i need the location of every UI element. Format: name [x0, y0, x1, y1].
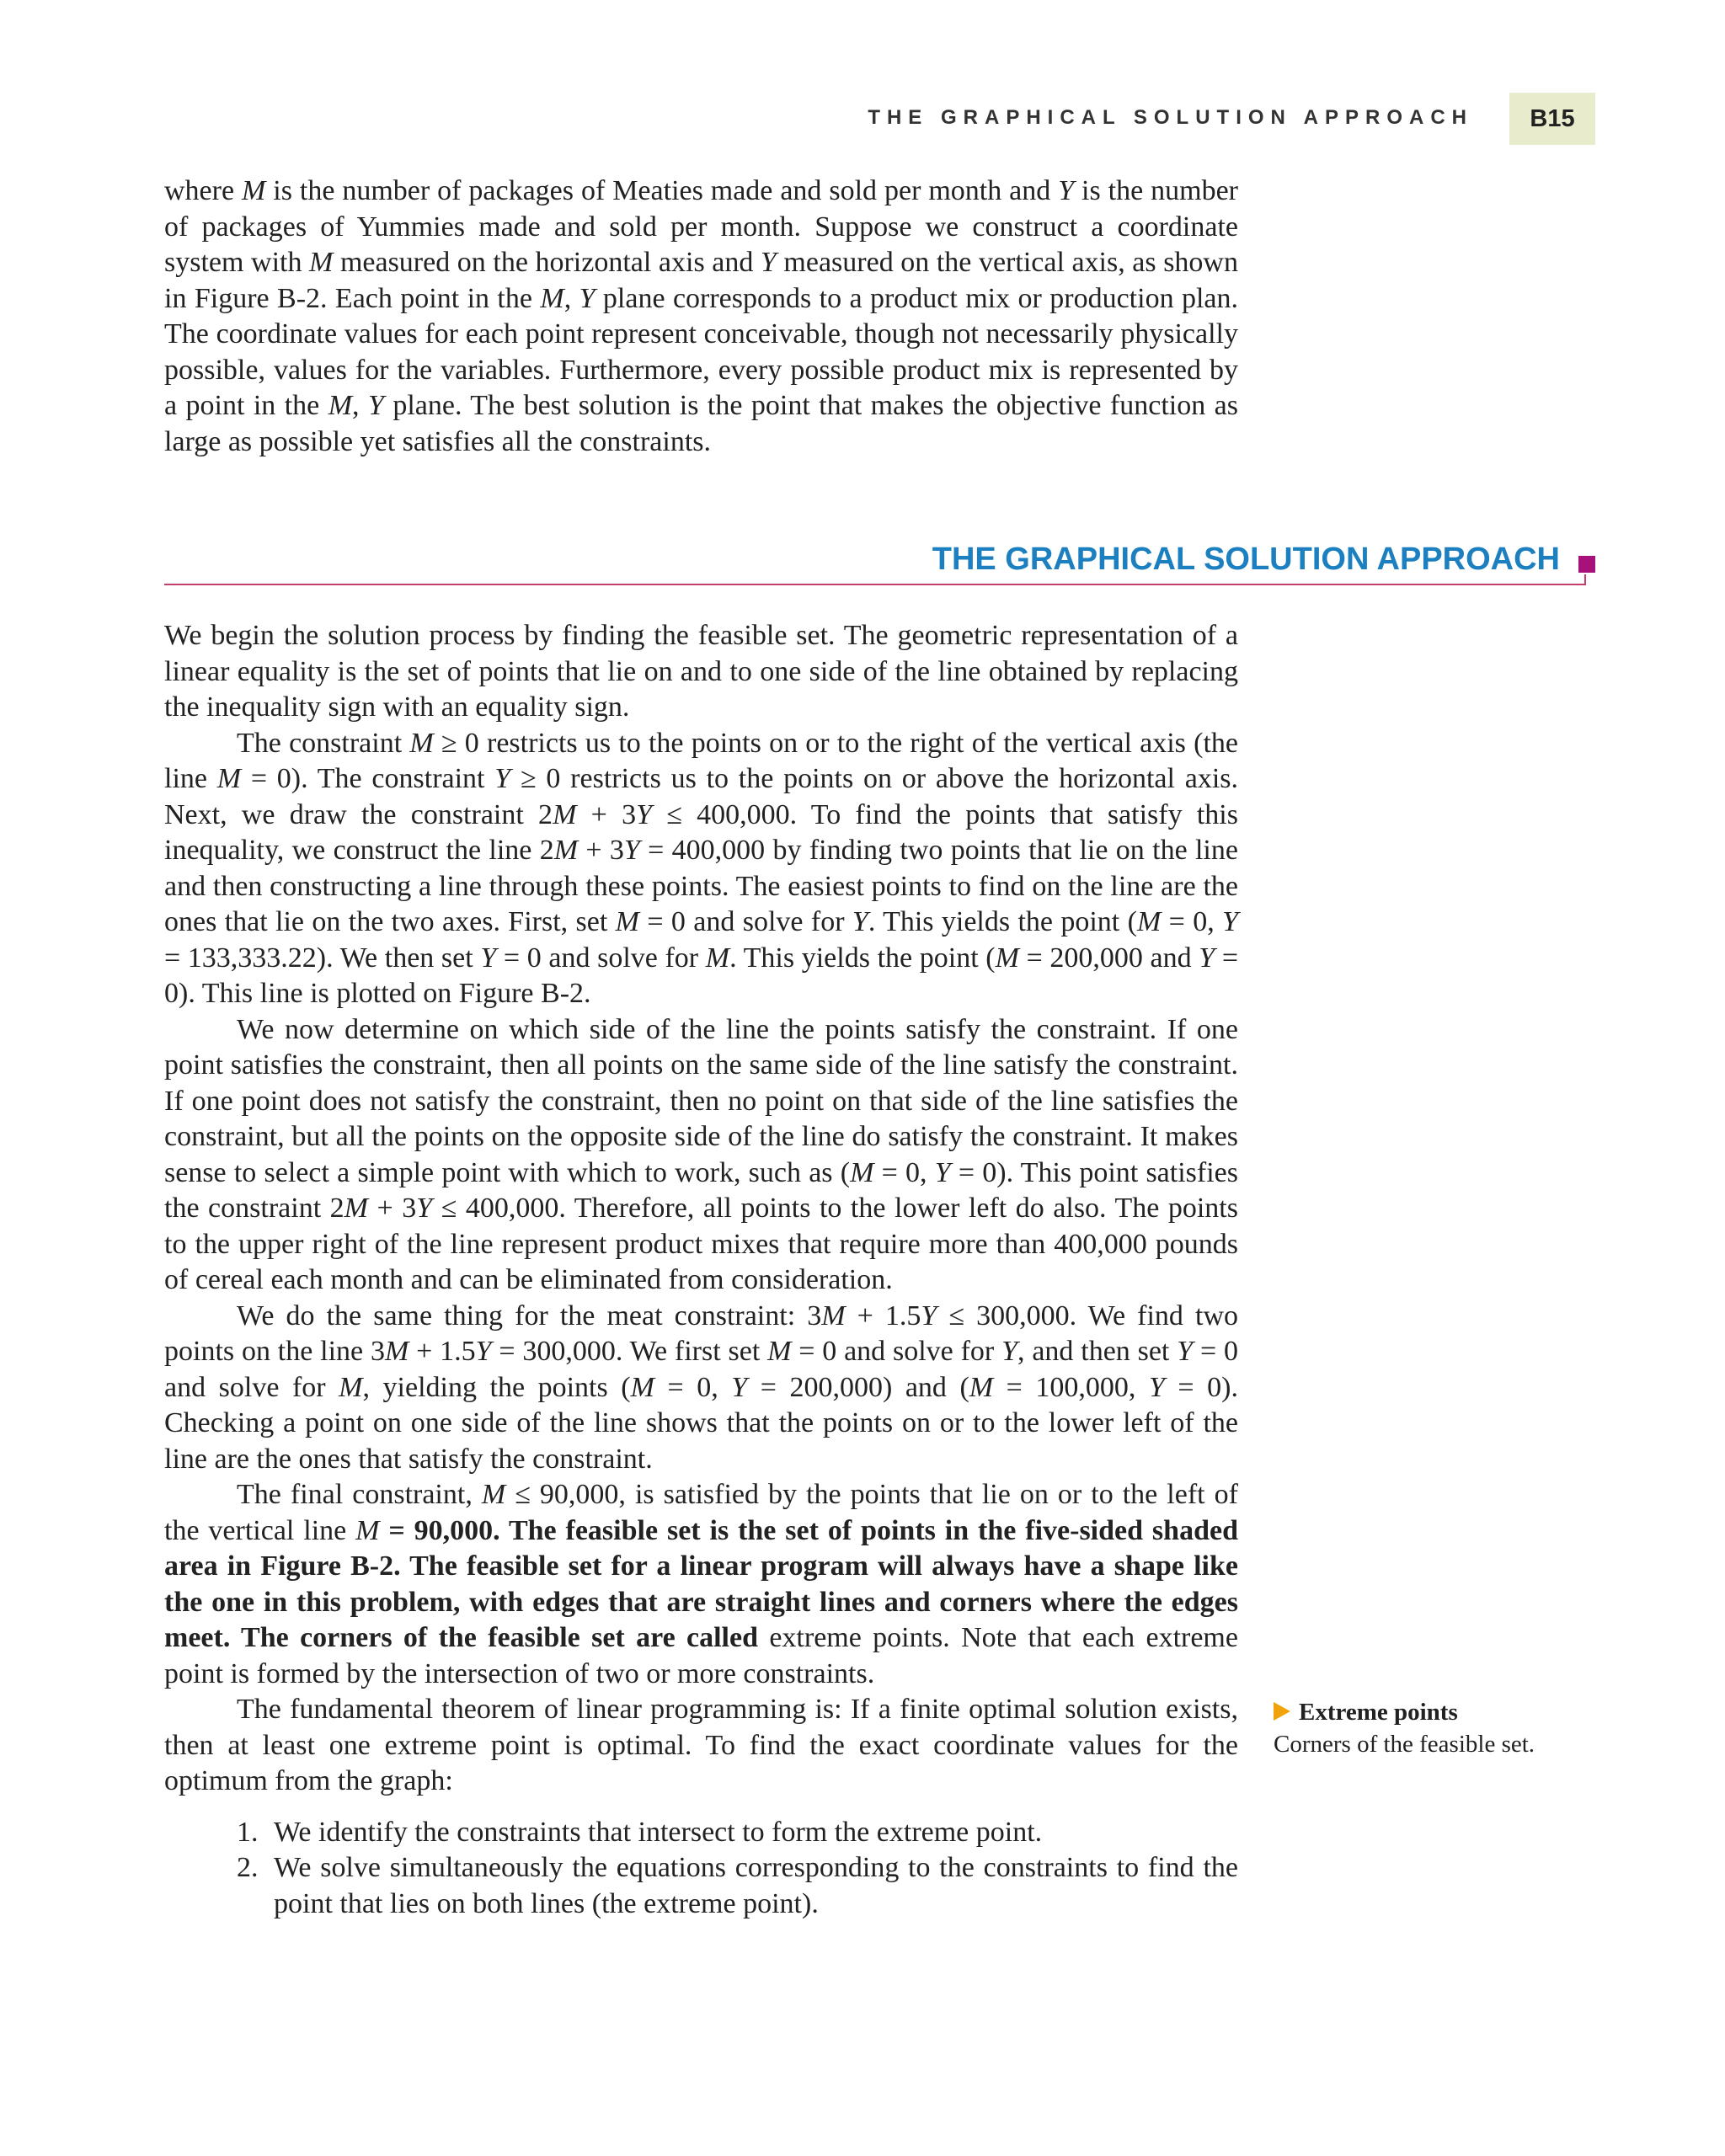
text-run: = 133,333.22). We then set [164, 942, 481, 974]
math-variable: Y [579, 282, 595, 314]
text-run: is the number of packages of Meaties made and sold per month and [265, 175, 1059, 206]
text-run: is the number of packages of Yummies made and sold per month. Suppose we construct a coordinate system with [164, 175, 1238, 278]
heading-square-icon [1578, 556, 1595, 573]
text-run: ≥ 0 restricts us to the points on or to the right of the vertical axis (the line [164, 727, 1238, 794]
math-variable: M [767, 1336, 792, 1367]
math-variable: M [553, 835, 579, 866]
math-variable: M [705, 942, 730, 974]
heading-rule [164, 584, 1586, 585]
text-run: The constraint [237, 727, 410, 759]
list-item [237, 1815, 1238, 1851]
intro-paragraph-block [164, 173, 1238, 460]
text-run: = 200,000) and ( [747, 1371, 969, 1403]
math-variable: M [969, 1371, 994, 1403]
text-run: + 3 [576, 798, 637, 830]
list-item-text: We identify the constraints that intersect to form the extreme point. [274, 1816, 1043, 1848]
text-run: plane. The best solution is the point that makes the objective function as large as possible yet satisfies all the constraints. [164, 390, 1238, 457]
list-item [237, 1850, 1238, 1922]
paragraph-5 [164, 1477, 1238, 1692]
text-run: = 0). The constraint [241, 763, 495, 794]
text-run: = 0, [1161, 906, 1223, 937]
text-run: measured on the horizontal axis and [333, 247, 761, 278]
text-run: ≤ 400,000. To find the points that satisfy this inequality, we construct the line 2 [164, 798, 1238, 866]
math-variable: Y [760, 247, 777, 278]
math-variable: Y [1148, 1371, 1165, 1403]
text-run: = 0 and solve for [639, 906, 852, 937]
math-variable: Y [934, 1156, 951, 1188]
paragraph-3 [164, 1012, 1238, 1299]
text-run: + 1.5 [409, 1336, 476, 1367]
text-run: + 1.5 [845, 1299, 921, 1331]
margin-definition: Corners of the feasible set. [1274, 1731, 1535, 1758]
math-variable: M [630, 1371, 654, 1403]
text-run: plane corresponds to a product mix or production plan. The coordinate values for each point represent conceivable, though not necessarily physically possible, values for the variables. Furthermore, every possible product mix is represented by a point in the [164, 282, 1239, 421]
math-variable: Y [367, 390, 384, 421]
text-run: + 3 [578, 835, 624, 866]
math-variable: Y [480, 942, 497, 974]
math-variable: Y [1058, 175, 1075, 206]
math-variable: M [995, 942, 1019, 974]
text-run: = 0 and solve for [496, 942, 706, 974]
steps-list [164, 1815, 1238, 1923]
intro-paragraph [164, 173, 1238, 460]
triangle-marker-icon [1274, 1702, 1290, 1721]
text-run: = 200,000 and [1018, 942, 1199, 974]
text-run: = 0 and solve for [791, 1336, 1002, 1367]
text-run: . This yields the point ( [729, 942, 996, 974]
key-term: = 90,000. The feasible set is the set of points in the five-sided shaded area in Figure B-2. The feasible set for a linear program will always have a shape like the one in this problem, with edges that are straight lines and corners where the edges meet. The corners of the feasible set are called [164, 1514, 1238, 1653]
text-run: , [563, 282, 579, 314]
math-variable: M [344, 1193, 368, 1224]
math-variable: M [540, 282, 564, 314]
math-variable: M [328, 390, 353, 421]
math-variable: M [242, 175, 266, 206]
math-variable: M [409, 727, 434, 759]
text-run: ≥ 0 restricts us to the points on or above the horizontal axis. Next, we draw the constraint 2 [164, 763, 1239, 830]
paragraph-2 [164, 726, 1238, 1012]
paragraph-6: The fundamental theorem of linear programming is: If a finite optimal solution exists, then at least one extreme point is optimal. To find the exact coordinate values for the optimum from the graph: [164, 1694, 1238, 1796]
text-run: measured on the vertical axis, as shown in Figure B-2. Each point in the [164, 247, 1238, 314]
math-variable: M [850, 1156, 874, 1188]
math-variable: Y [416, 1193, 433, 1224]
text-run: = 0). Checking a point on one side of the line shows that the points on or to the lower left of the line are the ones that satisfy the constraint. [164, 1371, 1238, 1475]
paragraph-4 [164, 1299, 1238, 1478]
text-run: We do the same thing for the meat constraint: 3 [237, 1299, 822, 1331]
math-variable: Y [1001, 1336, 1017, 1367]
list-item-text: We solve simultaneously the equations corresponding to the constraints to find the point that lies on both lines (the extreme point). [274, 1852, 1238, 1919]
math-variable: M [309, 247, 334, 278]
text-run: = 0 and solve for [164, 1336, 1238, 1403]
math-variable: M [553, 798, 577, 830]
text-run: = 100,000, [993, 1371, 1149, 1403]
math-variable: Y [921, 1299, 937, 1331]
text-run: We now determine on which side of the line the points satisfy the constraint. If one point satisfies the constraint, then all points on the same side of the line satisfy the constraint. If one point does not satisfy the constraint, then no point on that side of the line satisfies the constraint, but all the points on the opposite side of the line do satisfy the constraint. It makes sense to select a simple point with which to work, such as ( [164, 1013, 1238, 1188]
text-run: = 0). This line is plotted on Figure B-2. [164, 942, 1239, 1009]
text-run: = 300,000. We first set [491, 1336, 768, 1367]
math-variable: Y [475, 1336, 492, 1367]
math-variable: M [339, 1371, 363, 1403]
math-variable: Y [494, 763, 511, 794]
page-number: B15 [1530, 104, 1575, 132]
math-variable: Y [852, 906, 868, 937]
math-variable: Y [1222, 906, 1238, 937]
math-variable: M [615, 906, 639, 937]
text-run: , [352, 390, 368, 421]
margin-term: Extreme points [1299, 1699, 1458, 1726]
paragraph-1: We begin the solution process by finding the feasible set. The geometric representation of a linear equality is the set of points that lie on and to one side of the line obtained by replacing the inequality sign with an equality sign. [164, 620, 1238, 723]
margin-note [1274, 1696, 1627, 1760]
math-variable: M [821, 1299, 846, 1331]
running-header: THE GRAPHICAL SOLUTION APPROACH [868, 106, 1473, 129]
math-variable: M [384, 1336, 409, 1367]
heading-rule-tick [1584, 574, 1586, 585]
math-variable: Y [1199, 942, 1215, 974]
text-run: = 0, [873, 1156, 935, 1188]
text-run: ≤ 90,000, is satisfied by the points that lie on or to the left of the vertical line [164, 1479, 1238, 1546]
text-run: = 0). This point satisfies the constraint 2 [164, 1156, 1238, 1224]
math-variable: Y [1177, 1336, 1194, 1367]
text-run: = 0, [654, 1371, 732, 1403]
list-item-number: 1. [237, 1816, 259, 1848]
list-item-number: 2. [237, 1852, 259, 1883]
text-run: . This yields the point ( [868, 906, 1137, 937]
text-run: , and then set [1017, 1336, 1178, 1367]
text-run: , yielding the points ( [362, 1371, 631, 1403]
text-run: where [164, 175, 242, 206]
text-run: The final constraint, [237, 1479, 482, 1510]
math-variable: Y [636, 798, 652, 830]
main-text-block [164, 618, 1238, 1922]
text-run: . Note that each extreme point is formed by the intersection of two or more constraints. [164, 1622, 1238, 1689]
text-run: ≤ 300,000. We find two points on the line 3 [164, 1299, 1238, 1367]
text-run: extreme points [769, 1622, 943, 1653]
math-variable: M [1136, 906, 1162, 937]
text-run: + 3 [368, 1193, 417, 1224]
math-variable: Y [731, 1371, 748, 1403]
math-variable: M [481, 1479, 506, 1510]
math-variable: M [216, 763, 242, 794]
text-run: = 400,000 by finding two points that lie on the line and then constructing a line through these points. The easiest points to find on the line are the ones that lie on the two axes. First, set [164, 835, 1238, 937]
math-variable: M [355, 1514, 380, 1546]
math-variable: Y [623, 835, 640, 866]
text-run: ≤ 400,000. Therefore, all points to the lower left do also. The points to the upper right of the line represent product mixes that require more than 400,000 pounds of cereal each month and can be eliminated from consideration. [164, 1193, 1238, 1295]
page-number-badge [1509, 93, 1595, 145]
section-heading: THE GRAPHICAL SOLUTION APPROACH [932, 542, 1560, 577]
